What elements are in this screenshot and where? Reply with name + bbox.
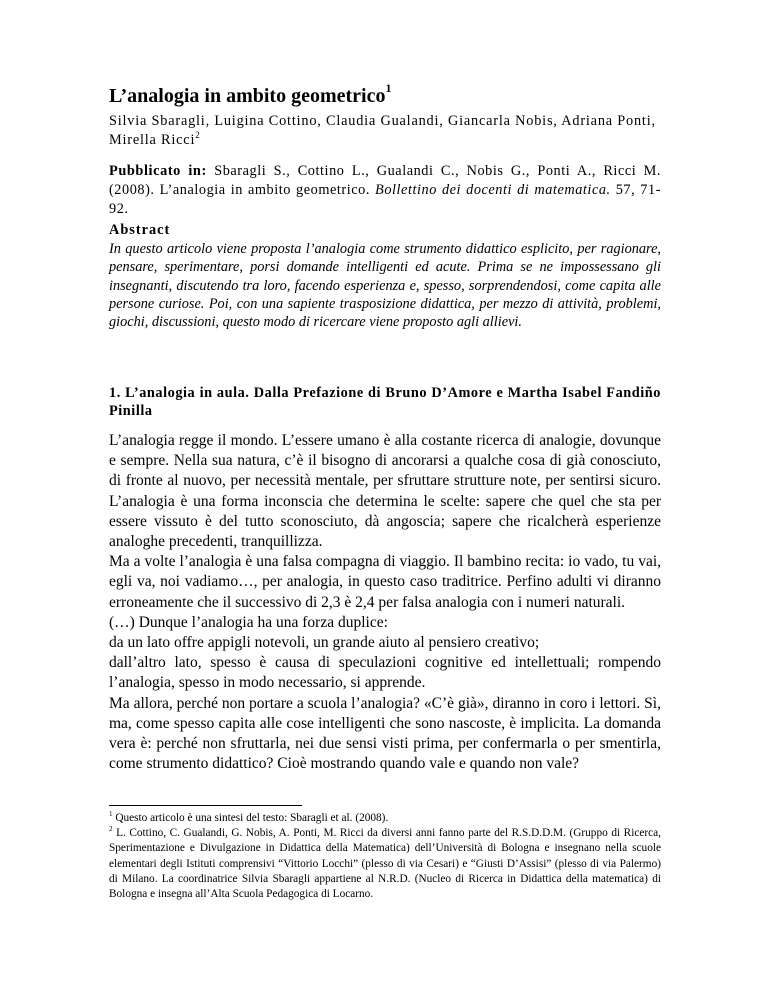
paper-title — [109, 81, 392, 108]
footnote-number: 1 — [109, 810, 113, 819]
footnote-text: Questo articolo è una sintesi del testo: Sbaragli et al. (2008). — [112, 812, 389, 824]
footnote-item — [109, 826, 661, 902]
body-paragraph: L’analogia regge il mondo. L’essere umano è alla costante ricerca di analogie, dovunque e sempre. Nella sua natura, c’è il bisogno di ancorarsi a qualche cosa di già conosciuto, di fronte al nuovo, per necessità mentale, per sfruttare strutture note, per sentirsi sicuro. L’analogia è una forma inconscia che determina le scelte: sapere che quel che sta per essere vissuto è del tutto sconosciuto, dà angoscia; sapere che ricalcherà esperienze analoghe precedenti, tranquillizza. — [109, 432, 661, 551]
paper-title-text: L’analogia in ambito geometrico — [109, 85, 386, 107]
author-list — [109, 112, 661, 150]
title-footnote-ref[interactable]: 1 — [385, 81, 392, 96]
publication-label: Pubblicato in: — [109, 163, 207, 179]
body-paragraph: da un lato offre appigli notevoli, un grande aiuto al pensiero creativo; — [109, 634, 540, 652]
publication-citation: Sbaragli S., Cottino L., Gualandi C., Nobis G., Ponti A., Ricci M. (2008). L’analogia in ambito geometrico. — [109, 163, 662, 198]
abstract-heading: Abstract — [109, 222, 171, 238]
section-heading: 1. L’analogia in aula. Dalla Prefazione di Bruno D’Amore e Martha Isabel Fandiño Pinilla — [109, 385, 661, 420]
body-paragraph: Ma a volte l’analogia è una falsa compagna di viaggio. Il bambino recita: io vado, tu vai, egli va, noi vadiamo…, per analogia, in questo caso traditrice. Perfino adulti vi diranno erroneamente che il successivo di 2,3 è 2,4 per falsa analogia con i numeri naturali. — [109, 553, 661, 611]
authors-footnote-ref[interactable]: 2 — [195, 130, 201, 141]
section-body — [109, 431, 661, 774]
footnote-number: 2 — [109, 825, 113, 834]
publication-pages: 57, 71-92. — [109, 182, 662, 217]
body-paragraph: Ma allora, perché non portare a scuola l’analogia? «C’è già», diranno in coro i lettori. Sì, ma, come spesso capita alle cose intelligenti che sono nascoste, è implicita. La domanda vera è: perché non sfruttarla, nei due sensi visti prima, per confermarla o per smentirla, come strumento didattico? Cioè mostrando quando vale e quando non vale? — [109, 694, 661, 773]
body-paragraph: dall’altro lato, spesso è causa di speculazioni cognitive ed intellettuali; rompendo l’analogia, spesso in modo necessario, si apprende. — [109, 654, 661, 692]
footnote-text: L. Cottino, C. Gualandi, G. Nobis, A. Ponti, M. Ricci da diversi anni fanno parte del R.S.D.D.M. (Gruppo di Ricerca, Sperimentazione e Divulgazione in Didattica della Matematica) dell’Università di Bologna e insegnano nella scuole elementari degli Istituti comprensivi “Vittorio Locchi” (plesso di via Cesari) e “Giusti D’Assisi” (plesso di via Palermo) di Milano. La coordinatrice Silvia Sbaragli appartiene al N.R.D. (Nucleo di Ricerca in Didattica della matematica) di Bologna e insegna all’Alta Scuola Pedagogica di Locarno. — [109, 827, 661, 901]
publication-journal: Bollettino dei docenti di matematica. — [375, 182, 611, 198]
footnote-separator — [109, 805, 302, 806]
footnotes — [109, 811, 661, 902]
author-names: Silvia Sbaragli, Luigina Cottino, Claudia Gualandi, Giancarla Nobis, Adriana Ponti, Mirella Ricci — [109, 113, 656, 148]
footnote-item — [109, 811, 661, 826]
body-paragraph: (…) Dunque l’analogia ha una forza duplice: — [109, 613, 388, 631]
publication-info — [109, 162, 661, 219]
abstract-text: In questo articolo viene proposta l’analogia come strumento didattico esplicito, per ragionare, pensare, sperimentare, porsi domande intelligenti ed acute. Prima se ne impossessano gli insegnanti, discutendo tra loro, facendo esperienza e, spesso, sorprendendosi, come capita alle persone curiose. Poi, con una sapiente trasposizione didattica, per mezzo di attività, problemi, giochi, discussioni, questo modo di ricercare viene proposto agli allievi. — [109, 241, 661, 331]
